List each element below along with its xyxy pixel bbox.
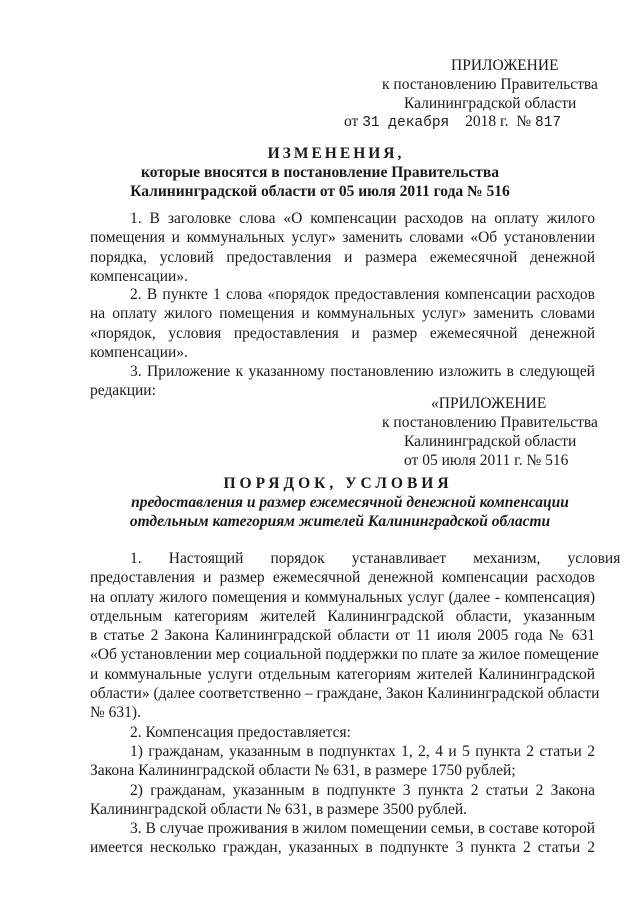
paragraph-line: «Об установлении мер социальной поддержки по плате за жилое помещение [90,646,599,664]
item-line: 2. В пункте 1 слова «порядок предоставления компенсации расходов [130,286,595,303]
order-paragraph-3 [90,742,595,781]
paragraph-line: имеется несколько граждан, указанных в подпункте 3 пункта 2 статьи 2 [90,839,595,857]
changes-heading: ИЗМЕНЕНИЯ, [267,145,405,162]
item-line: 3. Приложение к указанному постановлению изложить в следующей [130,363,595,380]
changes-subtitle-2: Калининградской области от 05 июля 2011 года № 516 [130,183,510,200]
appendix-title: ПРИЛОЖЕНИЕ [451,57,559,74]
order-heading: ПОРЯДОК, УСЛОВИЯ [223,475,453,492]
item-line: компенсации». [90,267,188,285]
item-line: «порядок, условия предоставления и размер ежемесячной денежной [90,324,595,342]
order-paragraph-1 [90,549,621,723]
paragraph-line: предоставления и размер ежемесячной денежной компенсации расходов [90,569,595,587]
inner-appendix-line-2: Калининградской области [404,433,577,450]
date-prefix: от [344,113,359,130]
paragraph-line: 2) гражданам, указанным в подпункте 3 пункта 2 статьи 2 Закона [130,782,595,799]
order-paragraph-5 [90,819,595,858]
paragraph-line: области» (далее соответственно – граждане, Закон Калининградской области [90,685,600,703]
paragraph-line: № 631). [90,704,141,722]
item-line: редакции: [90,382,156,400]
year: 2018 г. [465,113,509,130]
number-handwritten: 817 [535,115,562,131]
appendix-line-2: Калининградской области [404,95,577,112]
paragraph-line: 2. Компенсация предоставляется: [130,724,351,741]
item-line: компенсации». [90,343,188,361]
paragraph-line: на оплату жилого помещения и коммунальных услуг (далее - компенсация) [90,588,595,606]
item-line: помещения и коммунальных услуг» заменить словами «Об установлении [90,229,595,247]
paragraph-line: Закона Калининградской области № 631, в размере 1750 рублей; [90,762,516,780]
paragraph-line: Калининградской области № 631, в размере 3500 рублей. [90,801,468,819]
change-item-1 [90,209,595,286]
order-subtitle-2: отдельным категориям жителей Калининградской области [129,513,551,530]
changes-subtitle-1: которые вносятся в постановление Правительства [141,164,499,181]
paragraph-line: 1. Настоящий порядок устанавливает механизм, условия [130,550,621,567]
item-line: 1. В заголовке слова «О компенсации расходов на оплату жилого [130,210,595,227]
change-item-2 [90,285,595,362]
appendix-line-1: к постановлению Правительства [382,76,598,93]
item-line: на оплату жилого помещения и коммунальных услуг» заменить словами [90,305,595,323]
number-prefix: № [516,113,532,130]
item-line: порядка, условий предоставления и размера ежемесячной денежной [90,248,595,266]
inner-appendix-line-3: от 05 июля 2011 г. № 516 [404,452,569,469]
paragraph-line: 1) гражданам, указанным в подпунктах 1, 2, 4 и 5 пункта 2 статьи 2 [130,743,595,760]
order-subtitle-1: предоставления и размер ежемесячной денежной компенсации [131,494,569,511]
paragraph-line: и коммунальные услуги отдельным категориям жителей Калининградской [90,665,595,683]
paragraph-line: 3. В случае проживания в жилом помещении семьи, в составе которой [130,820,595,837]
inner-appendix-title: «ПРИЛОЖЕНИЕ [431,395,547,412]
appendix-date-line [344,112,561,133]
order-paragraph-2 [90,723,595,742]
order-paragraph-4 [90,781,595,820]
date-handwritten: 31 декабря [362,115,450,131]
paragraph-line: отдельным категориям жителей Калининградской области, указанным [90,607,595,625]
paragraph-line: в статье 2 Закона Калининградской области от 11 июля 2005 года № 631 [90,627,595,645]
inner-appendix-line-1: к постановлению Правительства [382,414,598,431]
